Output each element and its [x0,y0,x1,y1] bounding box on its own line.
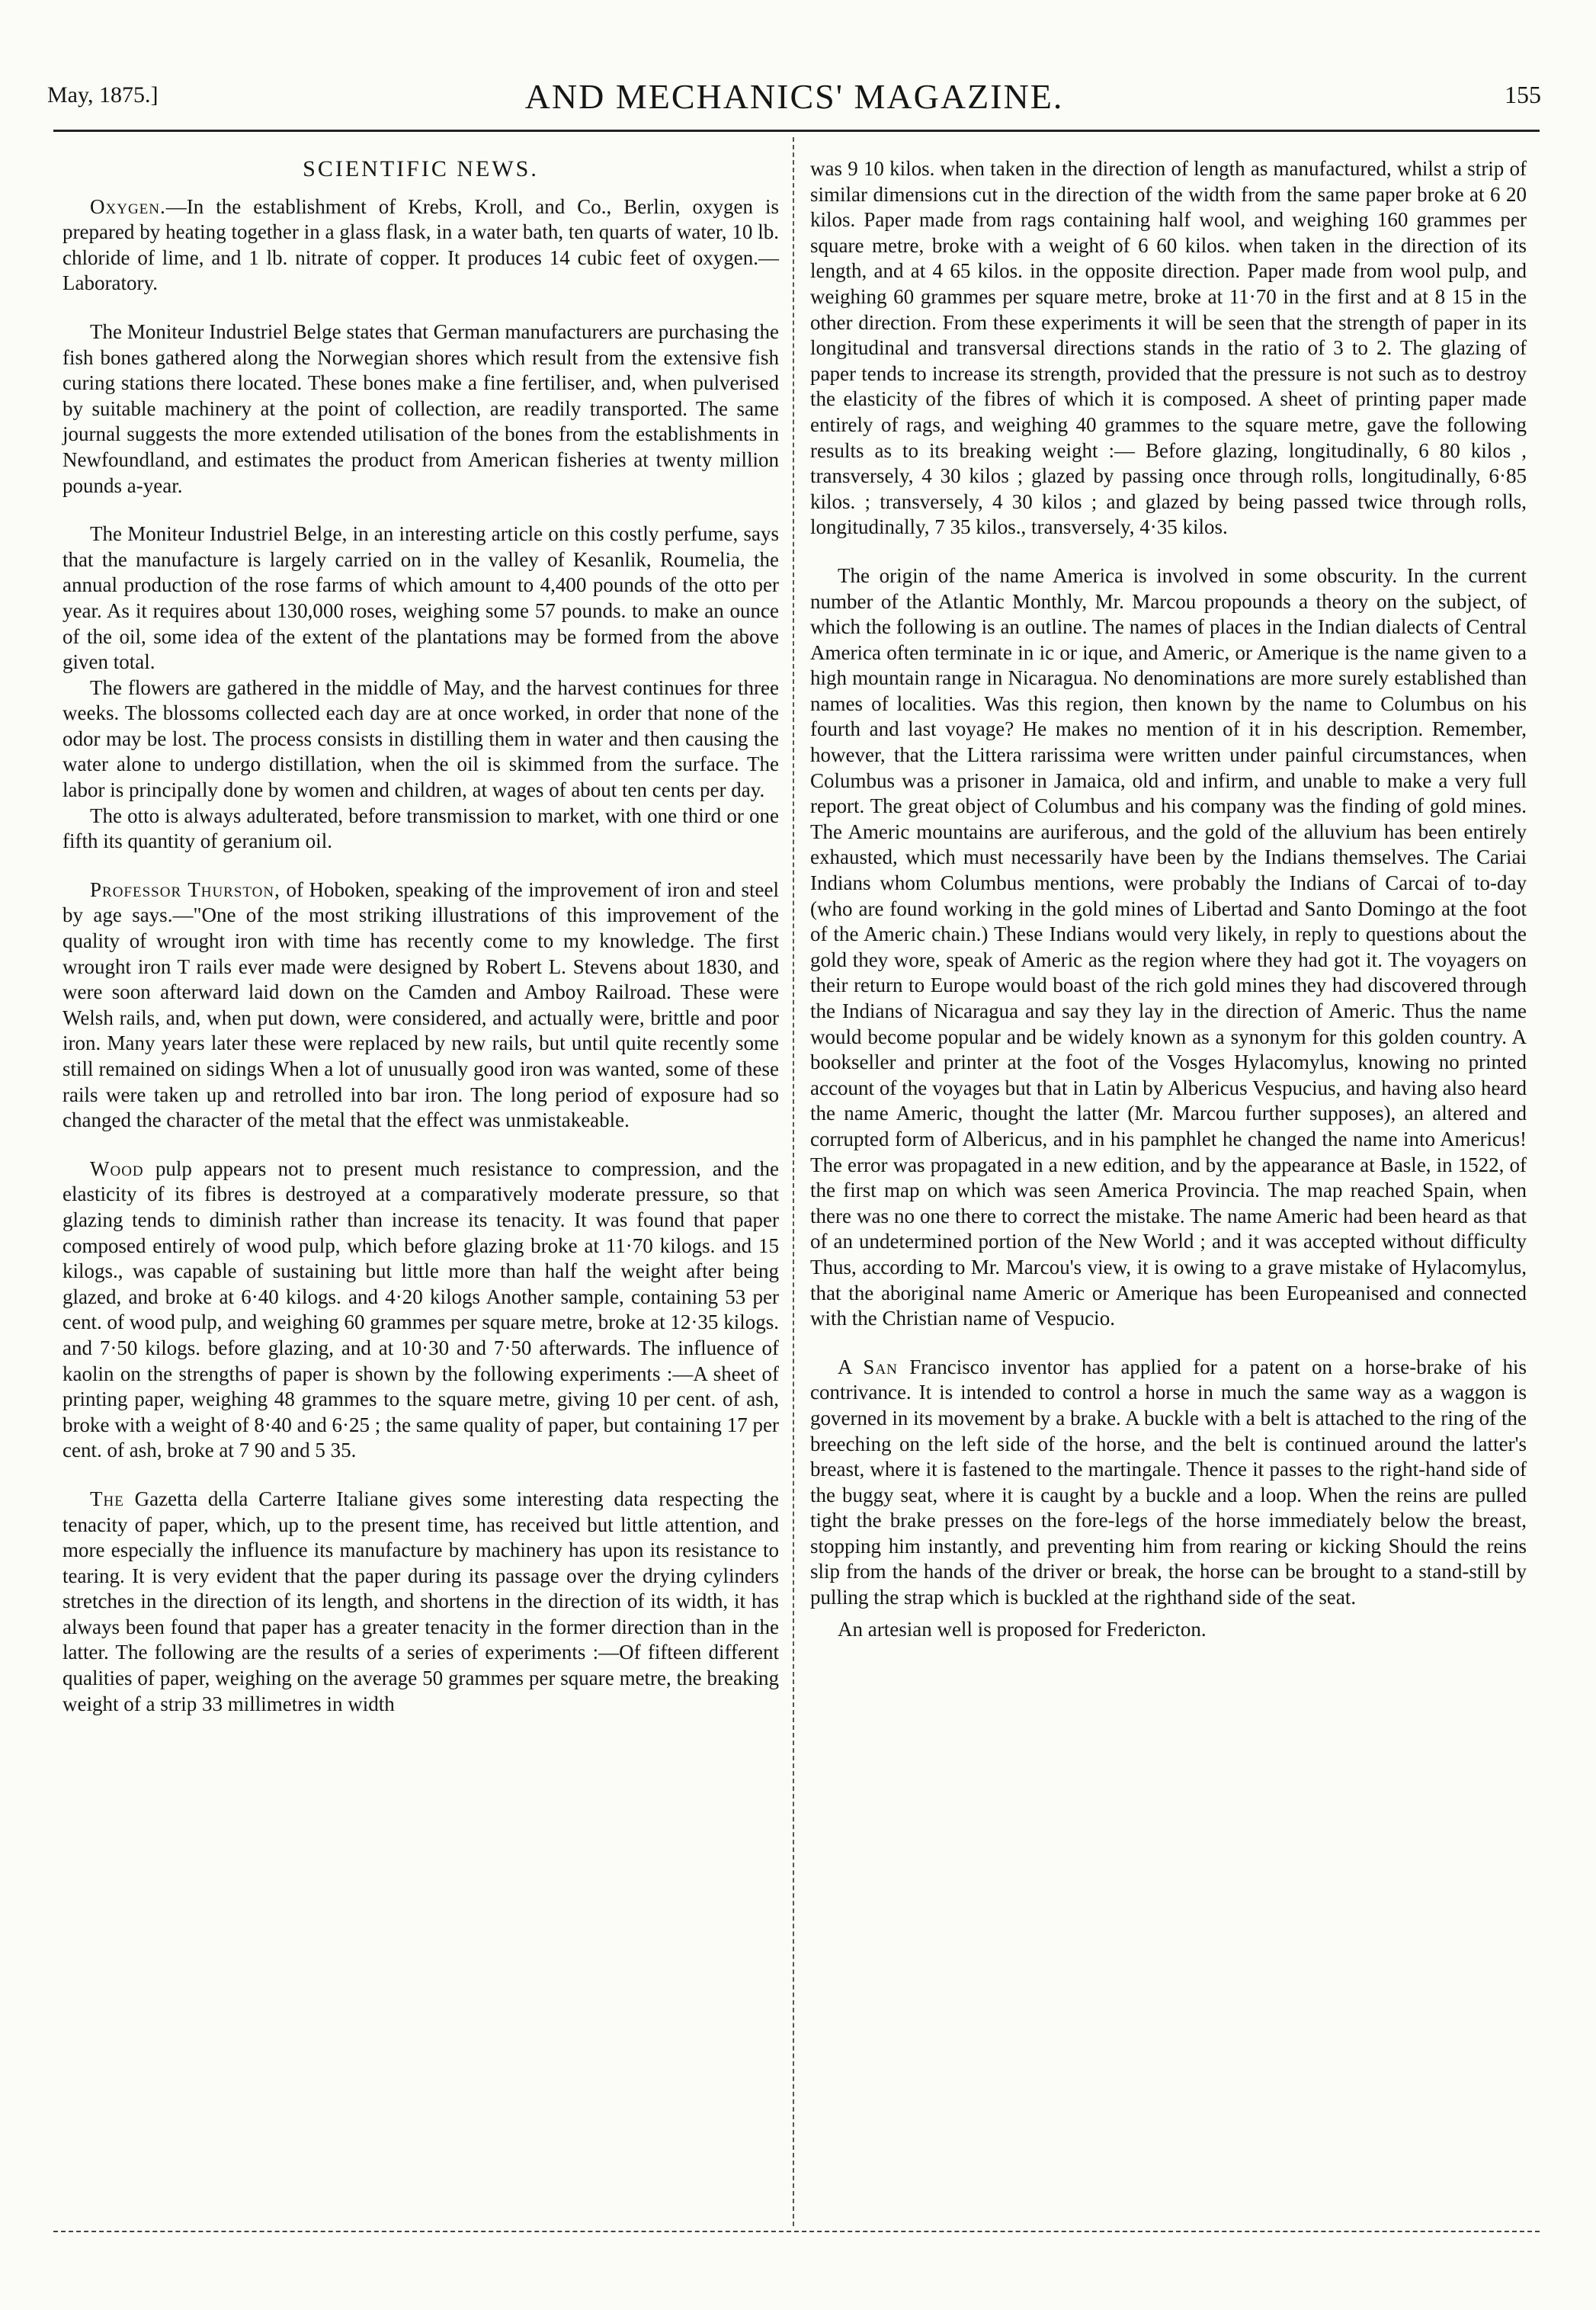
page-header [47,76,1541,119]
article-paper-tenacity [62,1487,779,1717]
article-paper-tenacity-continued: was 9 10 kilos. when taken in the direction of length as manufactured, whilst a strip of similar dimensions cut in the direction of the width from the same paper broke at 6 20 kilos. Paper made from rags containing half wool, and weighing 160 grammes per square metre, broke with a weight of 6 60 kilos. when taken in the direction of its length, and at 4 65 kilos. in the opposite direction. Paper made from wool pulp, and weighing 60 grammes per square metre, broke at 11·70 in the first and at 8 15 in the other direction. From these experiments it will be seen that the strength of paper in its longitudinal and transversal directions stands in the ratio of 3 to 2. The glazing of paper tends to increase its strength, provided that the pressure is not such as to destroy the elasticity of the fibres of which it is composed. A sheet of printing paper made entirely of rags, and weighing 40 grammes to the square metre, gave the following results as to its breaking weight :— Before glazing, longitudinally, 6 80 kilos , transversely, 4 30 kilos ; glazed by passing once through rolls, longitudinally, 6·85 kilos. ; transversely, 4 30 kilos ; and glazed by being passed twice through rolls, longitudinally, 7 35 kilos., transversely, 4·35 kilos. [810,157,1527,539]
magazine-title: AND MECHANICS' MAGAZINE. [524,77,1064,116]
article-body: Francisco inventor has applied for a patent on a horse-brake of his contrivance. It is intended to control a horse in much the same way as a waggon is governed in its movement by a brake. A buckle with a belt is attached to the ring of the breeching on the left side of the horse, and the belt is continued around the latter's breast, where it is fastened to the martingale. Thence it passes to the right-hand side of the buggy seat, where it is caught by a buckle and a loop. When the reins are pulled tight the brake presses on the fore-legs of the horse immediately below the breast, stopping him instantly, and preventing him from rearing or kicking Should the reins slip from the hands of the driver or break, the horse can be brought to a stand-still by pulling the strap which is buckled at the righthand side of the seat. [810,1355,1527,1609]
page-number: 155 [1505,81,1541,108]
article-artesian-well: An artesian well is proposed for Fredericton. [838,1617,1207,1641]
section-title: SCIENTIFIC NEWS. [303,156,539,181]
article-lead: The [90,1487,124,1510]
article-body: —In the establishment of Krebs, Kroll, and Co., Berlin, oxygen is prepared by heating together in a glass flask, in a water bath, ten quarts of water, 10 lb. chloride of lime, and 1 lb. nitrate of copper. It produces 14 cubic feet of oxygen.—Laboratory. [62,194,779,295]
article-rose-otto-p2: The flowers are gathered in the middle of May, and the harvest continues for three weeks. The blossoms collected each day are at once worked, in order that none of the odor may be lost. The process consists in distilling them in water and then causing the water alone to undergo distillation, when the oil is skimmed from the surface. The labor is principally done by women and children, at wages of about ten cents per day. [62,675,779,802]
article-lead: Oxygen. [90,194,166,218]
issue-date: May, 1875.] [47,82,159,107]
column-divider [793,137,794,2226]
article-wood-pulp [62,1157,779,1464]
right-column [810,156,1527,1642]
article-horse-brake [810,1355,1527,1611]
article-lead: Professor Thurston, [90,877,280,901]
article-rose-otto-p1: The Moniteur Industriel Belge, in an interesting article on this costly perfume, says that the manufacture is largely carried on in the valley of Kesanlik, Roumelia, the annual production of the rose farms of which amount to 4,400 pounds of the otto per year. As it requires about 130,000 roses, weighing some 57 pounds. to make an ounce of the oil, some idea of the extent of the plantations may be formed from the above given total. [62,522,779,674]
article-pre: A [838,1355,864,1378]
article-iron-age [62,877,779,1134]
article-rose-otto-p3: The otto is always adulterated, before transmission to market, with one third or one fifth its quantity of geranium oil. [62,804,779,853]
top-rule [53,130,1540,132]
article-body: pulp appears not to present much resistance to compression, and the elasticity of its fibres is destroyed at a comparatively moderate pressure, so that glazing tends to diminish rather than increase its tenacity. It was found that paper composed entirely of wood pulp, which before glazing broke at 11·70 kilogs. and 15 kilogs., was capable of sustaining but little more than half the weight after being glazed, and broke at 6·40 kilogs. and 4·20 kilogs Another sample, containing 53 per cent. of wood pulp, and weighing 60 grammes per square metre, broke at 12·35 kilogs. and 7·50 kilogs. before glazing, and at 10·30 and 7·50 afterwards. The influence of kaolin on the strengths of paper is shown by the following experiments :—A sheet of printing paper, weighing 48 grammes to the square metre, giving 10 per cent. of ash, broke with a weight of 8·40 and 6·25 ; the same quality of paper, but containing 17 per cent. of ash, broke at 7 90 and 5 35. [62,1157,779,1462]
left-column [62,156,779,1717]
article-body: Gazetta della Carterre Italiane gives some interesting data respecting the tenacity of paper, which, up to the present time, has received but little attention, and more especially the influence its manufacture by machinery has upon its resistance to tearing. It is very evident that the paper during its passage over the drying cylinders stretches in the direction of its length, and shortens in the direction of its width, it has always been found that paper has a greater tenacity in the former direction than in the latter. The following are the results of a series of experiments :—Of fifteen different qualities of paper, weighing on the average 50 grammes per square metre, the breaking weight of a strip 33 millimetres in width [62,1487,779,1715]
article-body: of Hoboken, speaking of the improvement of iron and steel by age says.—"One of the most striking illustrations of this improvement of the quality of wrought iron with time has recently come to my knowledge. The first wrought iron T rails ever made were designed by Robert L. Stevens about 1830, and were soon afterward laid down on the Camden and Amboy Railroad. These were Welsh rails, and, when put down, were considered, and actually were, brittle and poor iron. Many years later these were replaced by new rails, but until quite recently some still remained on sidings When a lot of unusually good iron was wanted, some of these rails were taken up and retrolled into bar iron. The long period of exposure had so changed the character of the metal that the effect was unmistakeable. [62,877,779,1132]
article-fish-bones: The Moniteur Industriel Belge states that German manufacturers are purchasing the fish bones gathered along the Norwegian shores which result from the extensive fish curing stations there located. These bones make a fine fertiliser, and, when pulverised by suitable machinery at the point of collection, are readily transported. The same journal suggests the more extended utilisation of the bones from the establishments in Newfoundland, and estimates the product from American fisheries at twenty million pounds a-year. [62,319,779,497]
article-lead: San [863,1355,898,1378]
article-lead: Wood [90,1157,144,1180]
article-america-name: The origin of the name America is involved in some obscurity. In the current number of the Atlantic Monthly, Mr. Marcou propounds a theory on the subject, of which the following is an outline. The names of places in the Indian dialects of Central America often terminate in ic or ique, and Americ, or Amerique is the name given to a high mountain range in Nicaragua. No denominations are more surely established than names of localities. Was this region, then known by the name to Columbus on his fourth and last voyage? He makes no mention of it in his description. Remember, however, that the Littera rarissima were written under painful circumstances, when Columbus was a prisoner in Jamaica, old and infirm, and unable to make a very full report. The great object of Columbus and his company was the finding of gold mines. The Americ mountains are auriferous, and the gold of the alluvium has been entirely exhausted, which must necessarily have been by the Indians themselves. The Cariai Indians whom Columbus mentions, were probably the Indians of Carcai of to-day (who are found working in the gold mines of Libertad and Santo Domingo at the foot of the Americ chain.) These Indians would very likely, in reply to questions about the gold they wore, speak of Americ as the region where they had got it. The voyagers on their return to Europe would boast of the rich gold mines they had discovered through the Indians of Nicaragua and say they lay in the direction of Americ. Thus the name would become popular and be widely known as a synonym for this golden country. A bookseller and printer at the foot of the Vosges Hylacomylus, knowing no printed account of the voyages but that in Latin by Albericus Vespucius, and having also heard the name Americ, thought the latter (Mr. Marcou further supposes), an altered and corrupted form of Albericus, and in his pamphlet he changed the name into Americus! The error was propagated in a new edition, and by the appearance at Basle, in 1522, of the first map on which was seen America Provincia. The map reached Spain, when there was no one there to correct the mistake. The name Americ had been heard as that of an undetermined portion of the New World ; and it was accepted without difficulty Thus, according to Mr. Marcou's view, it is owing to a grave mistake of Hylacomylus, that the aboriginal name Americ or Amerique has been Europeanised and connected with the Christian name of Vespucio. [810,563,1527,1330]
article-oxygen [62,194,779,297]
bottom-rule [53,2231,1540,2232]
